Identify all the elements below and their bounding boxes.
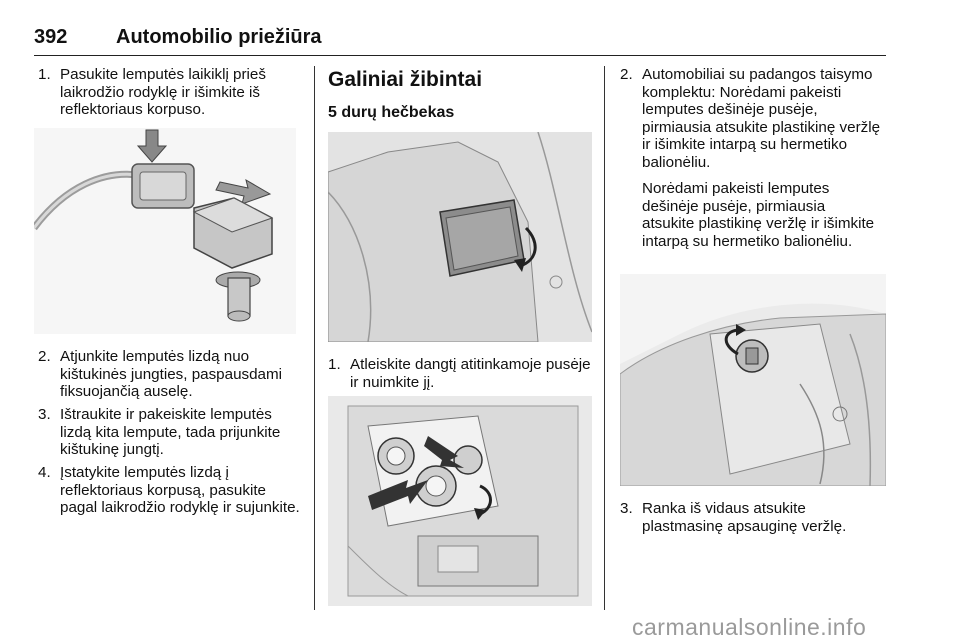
step-text: Pasukite lemputės laikiklį prieš laikrodžio rodyklę ir išimkite iš reflektoriaus korpuso. (60, 66, 266, 119)
column-divider-1 (314, 66, 315, 610)
step-2-repair-kit-note (620, 66, 890, 172)
step-text: Atjunkite lemputės lizdą nuo kištukinės jungties, paspausdami fiksuojančią auselę. (60, 348, 283, 401)
illustration-plastic-nut (620, 274, 886, 486)
step-number: 1. (38, 66, 51, 83)
step-text: Ranka iš vidaus atsukite plastmasinę apsauginę veržlę. (642, 500, 847, 535)
illustration-tail-lamp-bulbs (328, 396, 592, 606)
watermark: carmanualsonline.info (632, 614, 867, 640)
step-text: Ištraukite ir pakeiskite lemputės lizdą kita lempute, tada prijunkite kištukinę jungtį. (60, 406, 281, 459)
step-text: Automobiliai su padangos taisymo komplektu: Norėdami pakeisti lemputes dešinėje pusėje, pirmiausia atsukite plastikinę veržlę ir išimkite intarpą su hermetiko balionėliu. (642, 66, 881, 171)
step-2-disconnect-socket (38, 348, 300, 401)
illustration-hatchback-trim-cover (328, 132, 592, 342)
step-number: 2. (38, 348, 51, 365)
illustration-bulb-holder (34, 128, 296, 334)
section-title: Galiniai žibintai (328, 68, 483, 91)
step-number: 2. (620, 66, 633, 83)
step-number: 1. (328, 356, 341, 373)
page-header (34, 26, 886, 56)
chapter-title: Automobilio priežiūra (116, 26, 322, 48)
step-number: 3. (38, 406, 51, 423)
step-3-unscrew-nut (620, 500, 890, 535)
column-divider-2 (604, 66, 605, 610)
step-number: 4. (38, 464, 51, 481)
page-number: 392 (34, 26, 68, 48)
step-1-release-cover (328, 356, 592, 391)
step-text: Atleiskite dangtį atitinkamoje pusėje ir nuimkite jį. (350, 356, 591, 391)
step-text: Įstatykite lemputės lizdą į reflektoriaus korpusą, pasukite pagal laikrodžio rodyklę ir sujunkite. (60, 464, 300, 517)
step-number: 3. (620, 500, 633, 517)
step-1-remove-bulb-holder (38, 66, 300, 119)
step-3-replace-bulb (38, 406, 300, 459)
step-2-repeated-note: Norėdami pakeisti lemputes dešinėje pusėje, pirmiausia atsukite plastikinę veržlę ir išimkite intarpą su hermetiko balionėliu. (642, 180, 875, 250)
subsection-title: 5 durų hečbekas (328, 104, 455, 121)
step-4-reinstall-socket (38, 464, 300, 517)
